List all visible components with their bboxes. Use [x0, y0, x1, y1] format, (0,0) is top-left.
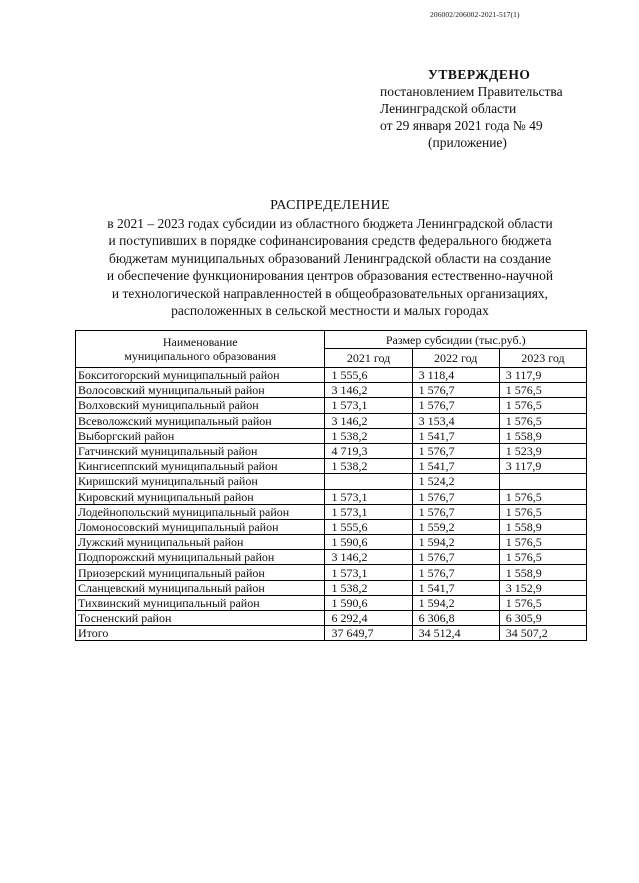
table-row	[76, 611, 587, 626]
subsidy-value: 1 558,9	[499, 428, 586, 443]
subsidy-value: 1 576,7	[412, 383, 499, 398]
table-row	[76, 383, 587, 398]
subsidy-value: 1 573,1	[325, 398, 412, 413]
column-header-year: 2022 год	[412, 349, 499, 368]
municipality-name: Всеволожский муниципальный район	[76, 413, 325, 428]
subsidy-value: 1 558,9	[499, 519, 586, 534]
subsidy-value: 1 538,2	[325, 580, 412, 595]
table-row	[76, 443, 587, 458]
table-row	[76, 550, 587, 565]
subsidy-value: 1 576,5	[499, 489, 586, 504]
subsidy-value: 1 590,6	[325, 535, 412, 550]
subsidy-value: 3 117,9	[499, 459, 586, 474]
name-header-line: муниципального образования	[124, 349, 277, 363]
subsidy-value: 37 649,7	[325, 626, 412, 641]
approval-line: постановлением Правительства	[380, 84, 563, 99]
column-header-year: 2021 год	[325, 349, 412, 368]
municipality-name: Итого	[76, 626, 325, 641]
subsidy-value: 4 719,3	[325, 443, 412, 458]
subsidy-value	[499, 474, 586, 489]
municipality-name: Лодейнопольский муниципальный район	[76, 504, 325, 519]
heading-line: расположенных в сельской местности и малых городах	[171, 303, 489, 318]
table-row	[76, 398, 587, 413]
table-row	[76, 428, 587, 443]
document-heading	[60, 197, 600, 320]
column-header-year: 2023 год	[499, 349, 586, 368]
subsidy-value: 6 306,8	[412, 611, 499, 626]
municipality-name: Тихвинский муниципальный район	[76, 595, 325, 610]
heading-line: бюджетам муниципальных образований Ленинградской области на создание	[108, 250, 551, 266]
subsidy-value: 3 152,9	[499, 580, 586, 595]
heading-line: и поступивших в порядке софинансирования средств федерального бюджета	[108, 233, 552, 248]
table-row	[76, 489, 587, 504]
municipality-name: Сланцевский муниципальный район	[76, 580, 325, 595]
municipality-name: Ломоносовский муниципальный район	[76, 519, 325, 534]
subsidy-value: 1 576,7	[412, 565, 499, 580]
subsidy-value: 1 541,7	[412, 428, 499, 443]
subsidy-value: 1 576,5	[499, 398, 586, 413]
municipality-name: Гатчинский муниципальный район	[76, 443, 325, 458]
subsidy-value: 3 146,2	[325, 550, 412, 565]
municipality-name: Кировский муниципальный район	[76, 489, 325, 504]
subsidy-value: 1 573,1	[325, 504, 412, 519]
table-row	[76, 504, 587, 519]
subsidy-value: 1 538,2	[325, 459, 412, 474]
municipality-name: Выборгский район	[76, 428, 325, 443]
subsidy-value: 1 576,7	[412, 504, 499, 519]
heading-line: и обеспечение функционирования центров образования естественно-научной	[106, 268, 554, 283]
table-row	[76, 580, 587, 595]
subsidy-value: 3 117,9	[499, 368, 586, 383]
column-group-header: Размер субсидии (тыс.руб.)	[325, 331, 587, 349]
subsidy-value: 1 524,2	[412, 474, 499, 489]
subsidy-value: 1 555,6	[325, 368, 412, 383]
subsidy-value: 1 576,5	[499, 550, 586, 565]
approval-line: Ленинградской области	[380, 101, 517, 116]
subsidy-value: 1 576,7	[412, 443, 499, 458]
heading-title: РАСПРЕДЕЛЕНИЕ	[270, 198, 390, 213]
table-row	[76, 368, 587, 383]
document-id: 206002/206002-2021-517(1)	[430, 10, 520, 19]
subsidy-value: 1 573,1	[325, 489, 412, 504]
table-row	[76, 413, 587, 428]
table-row	[76, 459, 587, 474]
subsidy-value: 6 292,4	[325, 611, 412, 626]
subsidy-value: 1 594,2	[412, 535, 499, 550]
municipality-name: Подпорожский муниципальный район	[76, 550, 325, 565]
subsidy-value: 3 118,4	[412, 368, 499, 383]
subsidy-value: 1 576,7	[412, 398, 499, 413]
approval-note: (приложение)	[428, 135, 507, 150]
subsidy-value: 34 507,2	[499, 626, 586, 641]
table-body	[76, 368, 587, 641]
heading-line: и технологической направленностей в общеобразовательных организациях,	[111, 285, 549, 301]
table-row	[76, 474, 587, 489]
subsidy-value: 1 558,9	[499, 565, 586, 580]
table-row	[76, 565, 587, 580]
subsidy-value	[325, 474, 412, 489]
municipality-name: Бокситогорский муниципальный район	[76, 368, 325, 383]
subsidy-table	[75, 330, 587, 641]
municipality-name: Кингисеппский муниципальный район	[76, 459, 325, 474]
name-header-line: Наименование	[162, 335, 238, 349]
approval-title: УТВЕРЖДЕНО	[428, 67, 531, 82]
municipality-name: Волосовский муниципальный район	[76, 383, 325, 398]
subsidy-value: 1 576,7	[412, 550, 499, 565]
column-header-name	[76, 331, 325, 368]
subsidy-value: 1 573,1	[325, 565, 412, 580]
heading-line: в 2021 – 2023 годах субсидии из областного бюджета Ленинградской области	[107, 215, 553, 231]
subsidy-value: 1 559,2	[412, 519, 499, 534]
approval-stamp	[380, 66, 563, 151]
table-row	[76, 535, 587, 550]
municipality-name: Приозерский муниципальный район	[76, 565, 325, 580]
municipality-name: Волховский муниципальный район	[76, 398, 325, 413]
table-row	[76, 626, 587, 641]
subsidy-value: 1 541,7	[412, 459, 499, 474]
subsidy-value: 1 576,5	[499, 535, 586, 550]
table-row	[76, 595, 587, 610]
approval-line: от 29 января 2021 года № 49	[380, 118, 543, 133]
subsidy-value: 1 538,2	[325, 428, 412, 443]
subsidy-value: 1 541,7	[412, 580, 499, 595]
subsidy-value: 1 576,5	[499, 595, 586, 610]
subsidy-value: 3 153,4	[412, 413, 499, 428]
subsidy-value: 1 555,6	[325, 519, 412, 534]
subsidy-value: 6 305,9	[499, 611, 586, 626]
subsidy-value: 1 594,2	[412, 595, 499, 610]
municipality-name: Лужский муниципальный район	[76, 535, 325, 550]
subsidy-value: 1 576,5	[499, 504, 586, 519]
subsidy-value: 1 590,6	[325, 595, 412, 610]
subsidy-value: 34 512,4	[412, 626, 499, 641]
municipality-name: Тосненский район	[76, 611, 325, 626]
subsidy-value: 3 146,2	[325, 413, 412, 428]
subsidy-value: 1 576,5	[499, 413, 586, 428]
table-row	[76, 519, 587, 534]
subsidy-value: 3 146,2	[325, 383, 412, 398]
subsidy-value: 1 523,9	[499, 443, 586, 458]
subsidy-value: 1 576,7	[412, 489, 499, 504]
subsidy-value: 1 576,5	[499, 383, 586, 398]
municipality-name: Киришский муниципальный район	[76, 474, 325, 489]
